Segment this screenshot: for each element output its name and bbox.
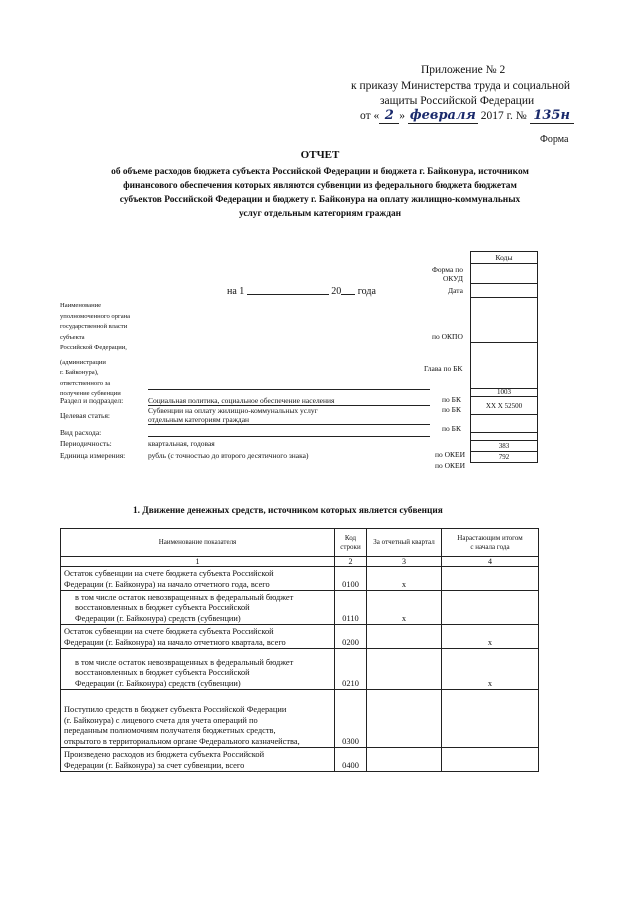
col-number: 4 [442, 557, 539, 567]
row-name-line: переданным полномочиям получателя бюджетных средств, [64, 726, 276, 735]
vid-label: Вид расхода: [60, 428, 102, 437]
row-name [61, 690, 335, 748]
unit-value: рубль (с точностью до второго десятичного знака) [148, 451, 309, 460]
date-year-suffix: года [357, 286, 376, 297]
row-name [61, 567, 335, 591]
row-code: 0200 [335, 625, 367, 649]
appendix-year-prefix: 2017 г. № [480, 110, 527, 122]
label-razdel-bk: по БК [442, 395, 461, 404]
row-name-line: Федерации (г. Байконура) за счет субвенции, всего [64, 760, 245, 770]
row-name-line: Поступило средств в бюджет субъекта Российской Федерации [64, 705, 287, 714]
org-name-line: Российской Федерации, [60, 344, 127, 351]
unit-label: Единица измерения: [60, 451, 126, 460]
org-name-line: государственной власти [60, 323, 128, 330]
report-subtitle-2: финансового обеспечения которых являются субвенции из федерального бюджета бюджетам [123, 181, 517, 191]
cash-flow-table [60, 528, 539, 772]
col-number: 2 [335, 557, 367, 567]
code-razdel[interactable]: 1003 [471, 389, 538, 397]
org-name-line: уполномоченного органа [60, 312, 131, 320]
row-code: 0400 [335, 748, 367, 772]
appendix-number: 135н [530, 108, 574, 124]
row-quarter[interactable]: x [367, 567, 442, 591]
row-name-line: Федерации (г. Байконура) средств (субвенции) [75, 678, 241, 688]
header-quarter: За отчетный квартал [367, 529, 442, 557]
header-code-line: Код [344, 533, 357, 542]
label-target-bk: по БК [442, 405, 461, 414]
row-name [61, 625, 335, 649]
org-name-field-line[interactable] [148, 389, 430, 390]
razdel-value: Социальная политика, социальное обеспечение населения [148, 396, 430, 406]
row-name-line: восстановленных в бюджет субъекта Российской [75, 603, 250, 612]
row-total[interactable]: x [442, 649, 539, 690]
report-subtitle-3: субъектов Российской Федерации и бюджету г. Байконура на оплату жилищно-коммунальных [119, 195, 521, 205]
row-code: 0300 [335, 690, 367, 748]
table-row [61, 649, 539, 690]
date-year-prefix: 20 [331, 286, 342, 297]
vid-field-line[interactable] [148, 436, 430, 437]
code-target[interactable]: XX X 52500 [471, 397, 538, 415]
row-name-line: в том числе остаток невозвращенных в федеральный бюджет [75, 657, 294, 667]
table-row [61, 690, 539, 748]
label-okud-1: Форма по [432, 265, 463, 274]
code-okei2[interactable]: 792 [471, 452, 538, 463]
period-label: Периодичность: [60, 439, 112, 448]
org-name-line: получение субвенции [60, 390, 121, 397]
row-code: 0210 [335, 649, 367, 690]
codes-table [470, 251, 538, 463]
appendix-ot: от « [360, 110, 380, 122]
appendix-month: февраля [408, 108, 478, 124]
org-name-line: г. Байконура), [60, 369, 99, 376]
row-code: 0100 [335, 567, 367, 591]
row-name [61, 591, 335, 625]
row-name-line: открытого в территориальном органе Федерального казначейства, [64, 736, 300, 746]
row-quarter[interactable] [367, 748, 442, 772]
col-number: 3 [367, 557, 442, 567]
header-code [335, 529, 367, 557]
org-name-line: субъекта [60, 333, 85, 341]
header-total [442, 529, 539, 557]
table-row [61, 748, 539, 772]
row-total[interactable] [442, 690, 539, 748]
label-okpo: по ОКПО [432, 332, 463, 341]
date-na: на 1 [227, 286, 245, 297]
code-glava[interactable] [471, 343, 538, 389]
label-okei2: по ОКЕИ [435, 461, 466, 470]
row-name-line: (г. Байконура) с лицевого счета для учета операций по [64, 715, 258, 725]
row-name-line: Федерации (г. Байконура) на начало отчетного квартала, всего [64, 637, 286, 647]
report-title: ОТЧЕТ [300, 149, 340, 161]
header-code-line: строки [340, 542, 361, 551]
label-date: Дата [448, 286, 463, 295]
appendix-line1: Приложение № 2 [421, 64, 506, 76]
row-quarter[interactable] [367, 690, 442, 748]
appendix-line3: защиты Российской Федерации [380, 95, 535, 107]
form-label: Форма [540, 134, 569, 145]
row-quarter[interactable]: x [367, 591, 442, 625]
org-name-line: Наименование [60, 302, 102, 309]
target-label: Целевая статья: [60, 411, 110, 420]
label-vid-bk: по БК [442, 424, 461, 433]
codes-header: Коды [471, 252, 538, 264]
row-name [61, 748, 335, 772]
org-name-line: (администрации [60, 358, 106, 366]
header-total-line: с начала года [470, 542, 510, 551]
row-name-line: Остаток субвенции на счете бюджета субъекта Российской [64, 627, 274, 636]
period-value: квартальная, годовая [148, 439, 215, 448]
row-code: 0110 [335, 591, 367, 625]
report-subtitle-1: об объеме расходов бюджета субъекта Российской Федерации и бюджета г. Байконура, источником [111, 167, 529, 177]
razdel-label: Раздел и подраздел: [60, 396, 124, 405]
label-glava: Глава по БК [424, 364, 463, 373]
row-name [61, 649, 335, 690]
label-okud-2: ОКУД [443, 274, 463, 283]
code-okud[interactable] [471, 264, 538, 284]
appendix-mid: » [399, 110, 405, 122]
org-name-line: ответственного за [60, 379, 111, 387]
section-title: 1. Движение денежных средств, источником которых является субвенция [133, 506, 443, 516]
row-quarter[interactable] [367, 625, 442, 649]
report-date-line [227, 284, 376, 297]
code-date[interactable] [471, 284, 538, 298]
org-name-label [60, 301, 130, 400]
code-period[interactable] [471, 433, 538, 441]
row-name-line: восстановленных в бюджет субъекта Российской [75, 668, 250, 677]
appendix-date-line [360, 108, 574, 124]
code-okpo[interactable] [471, 298, 538, 343]
header-total-line: Нарастающим итогом [457, 533, 523, 542]
code-vid[interactable] [471, 415, 538, 433]
target-value-1: Субвенции на оплату жилищно-коммунальных услуг [148, 406, 318, 415]
row-quarter[interactable] [367, 649, 442, 690]
target-value-2: отдельным категориям граждан [148, 415, 430, 425]
row-total[interactable]: x [442, 625, 539, 649]
label-okei1: по ОКЕИ [435, 450, 466, 459]
report-subtitle-4: услуг отдельным категориям граждан [238, 209, 402, 219]
header-name: Наименование показателя [61, 529, 335, 557]
row-name-line: Федерации (г. Байконура) средств (субвенции) [75, 613, 241, 623]
table-row [61, 625, 539, 649]
row-name-line: в том числе остаток невозвращенных в федеральный бюджет [75, 592, 294, 602]
row-name-line: Федерации (г. Байконура) на начало отчетного года, всего [64, 579, 270, 589]
col-number: 1 [61, 557, 335, 567]
table-row [61, 567, 539, 591]
row-total[interactable] [442, 748, 539, 772]
table-row [61, 591, 539, 625]
date-day-month-blank[interactable] [247, 284, 329, 295]
row-total[interactable] [442, 591, 539, 625]
code-okei1[interactable]: 383 [471, 441, 538, 452]
appendix-day: 2 [379, 108, 399, 124]
row-name-line: Произведено расходов из бюджета субъекта Российской [64, 750, 265, 759]
date-year-blank[interactable] [341, 284, 355, 295]
appendix-line2: к приказу Министерства труда и социальной [351, 80, 571, 92]
row-total[interactable] [442, 567, 539, 591]
row-name-line: Остаток субвенции на счете бюджета субъекта Российской [64, 569, 274, 578]
